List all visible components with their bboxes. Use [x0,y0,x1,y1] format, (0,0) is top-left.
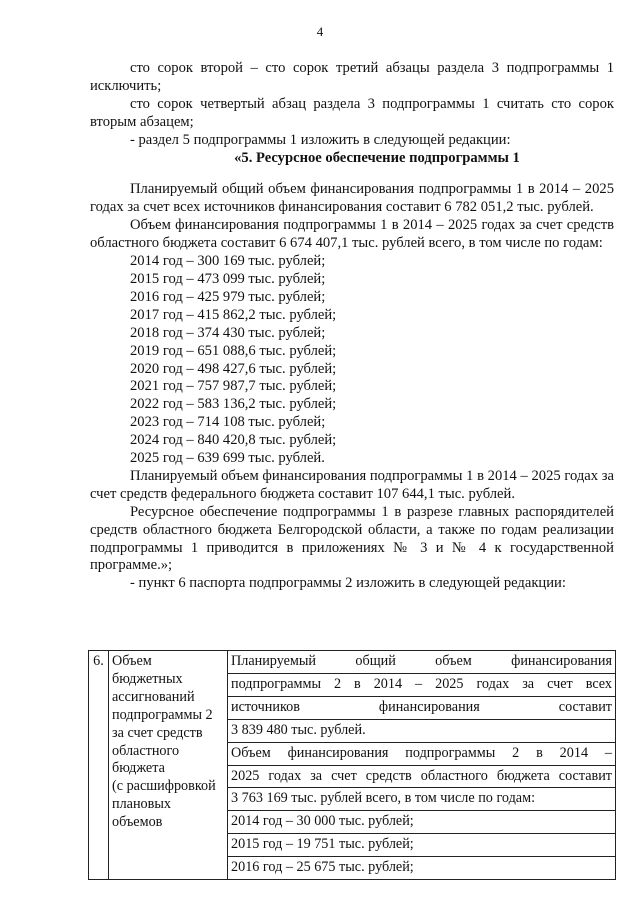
row-name-line: областного [112,742,180,759]
row-value-line: 2015 год – 19 751 тыс. рублей; [228,834,615,857]
document-body [90,60,614,593]
paragraph-7: Ресурсное обеспечение подпрограммы 1 в разрезе главных распорядителей средств областного бюджета Белгородской области, а также по годам реализации подпрограммы 1 приводится в приложениях № 3 и № 4 к государственной программе.»; [90,503,614,574]
row-name-line: за счет средств [112,724,203,741]
year-list [90,253,614,468]
row-value-line: 2025 годах за счет средств областного бюджета составит [228,766,615,789]
year-item: 2018 год – 374 430 тыс. рублей; [130,324,326,341]
row-name-line: Объем [112,653,152,669]
row-number: 6. [89,651,109,880]
row-value-cell [228,651,616,880]
year-item: 2022 год – 583 136,2 тыс. рублей; [130,396,337,413]
row-value-line: 2016 год – 25 675 тыс. рублей; [231,859,414,876]
year-item: 2019 год – 651 088,6 тыс. рублей; [130,342,337,359]
row-value-line: Планируемый общий объем финансирования [228,651,615,674]
row-value-line: 3 839 480 тыс. рублей. [228,720,615,743]
row-name-line: (с расшифровкой [112,778,216,795]
row-name-line: объемов [112,814,163,831]
paragraph-4: Планируемый общий объем финансирования подпрограммы 1 в 2014 – 2025 годах за счет всех источников финансирования составит 6 782 051,2 тыс. рублей. [90,181,614,216]
row-name-cell [109,651,228,880]
paragraph-8: - пункт 6 паспорта подпрограммы 2 изложить в следующей редакции: [130,575,566,592]
row-name-line: плановых [112,796,171,813]
page-number: 4 [316,24,324,39]
year-item: 2020 год – 498 427,6 тыс. рублей; [130,360,337,377]
row-value-line: 3 763 169 тыс. рублей всего, в том числе по годам: [228,788,615,811]
year-item: 2023 год – 714 108 тыс. рублей; [130,414,326,431]
row-value-line: 2014 год – 30 000 тыс. рублей; [228,811,615,834]
paragraph-6: Планируемый объем финансирования подпрограммы 1 в 2014 – 2025 годах за счет средств федерального бюджета составит 107 644,1 тыс. рублей. [90,467,614,502]
row-name-line: ассигнований [112,688,195,705]
row-value-line: источников финансирования составит [228,697,615,720]
section-heading: «5. Ресурсное обеспечение подпрограммы 1 [234,149,520,166]
year-item: 2015 год – 473 099 тыс. рублей; [130,270,326,287]
year-item: 2016 год – 425 979 тыс. рублей; [130,288,326,305]
year-item: 2021 год – 757 987,7 тыс. рублей; [130,378,337,395]
table-row [89,651,616,880]
row-value-line: Объем финансирования подпрограммы 2 в 2014 – [228,743,615,766]
paragraph-5: Объем финансирования подпрограммы 1 в 2014 – 2025 годах за счет средств областного бюджета составит 6 674 407,1 тыс. рублей всего, в том числе по годам: [90,217,614,252]
year-item: 2024 год – 840 420,8 тыс. рублей; [130,432,337,449]
row-value-line: подпрограммы 2 в 2014 – 2025 годах за счет всех [228,674,615,697]
year-item: 2014 год – 300 169 тыс. рублей; [130,253,326,270]
year-item: 2025 год – 639 699 тыс. рублей. [130,450,325,467]
year-item: 2017 год – 415 862,2 тыс. рублей; [130,306,337,323]
paragraph-1: сто сорок второй – сто сорок третий абзацы раздела 3 подпрограммы 1 исключить; [90,60,614,94]
row-name-line: бюджетных [112,670,183,687]
row-name-line: бюджета [112,760,165,777]
row-name-line: подпрограммы 2 [112,706,213,723]
paragraph-3: - раздел 5 подпрограммы 1 изложить в следующей редакции: [130,131,511,148]
passport-table [88,650,616,880]
paragraph-2: сто сорок четвертый абзац раздела 3 подпрограммы 1 считать сто сорок вторым абзацем; [90,95,614,130]
